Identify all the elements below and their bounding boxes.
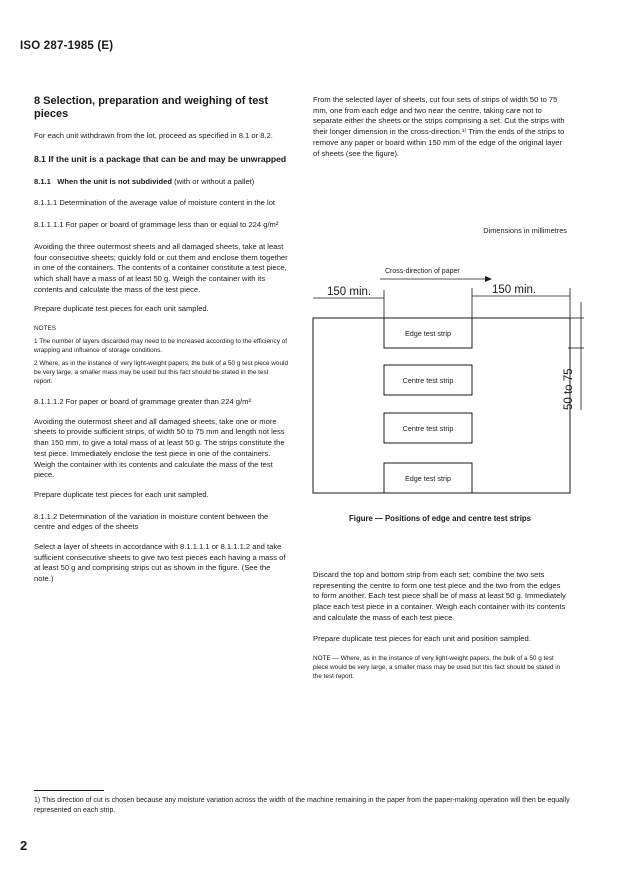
cross-direction-label: Cross-direction of paper [385, 268, 460, 275]
section-8-1-1-qualifier: (with or without a pallet) [174, 176, 255, 186]
section-8-1-1-1-2-heading: 8.1.1.1.2 For paper or board of grammage greater than 224 g/m² [34, 397, 251, 407]
paragraph-duplicate-1: Prepare duplicate test pieces for each unit sampled. [34, 304, 209, 314]
left-dimension-label: 150 min. [327, 286, 372, 298]
section-8-1-1-heading [34, 177, 288, 188]
paragraph-cut-strips: From the selected layer of sheets, cut four sets of strips of width 50 to 75 mm, one from each edge and two near the centre, taking care not to separate either the sheets or the strips comprising a set. Cut the strips with their longer dimension in the cross-direction.¹⁾ Trim the ends of the strips to remove any paper or board within 150 mm of the edge of the original layer of sheets (see the figure). [313, 95, 565, 158]
section-8-heading: 8 Selection, preparation and weighing of test pieces [34, 95, 269, 120]
paragraph-discard-strips: Discard the top and bottom strip from each set; combine the two sets representing the centre to form one test piece and the two from the edges to form another. Each test piece shall be of mass at least 50 g. Immediately place each test piece in a container. Weigh each container with its contents and calculate the mass of each test piece. [313, 570, 566, 622]
notes-label: NOTES [34, 325, 57, 333]
section-8-1-heading: 8.1 If the unit is a package that can be and may be unwrapped [34, 153, 287, 164]
section-8-1-1-1-1-heading: 8.1.1.1.1 For paper or board of grammage less than or equal to 224 g/m² [34, 220, 279, 230]
paragraph-select-layer: Select a layer of sheets in accordance with 8.1.1.1.1 or 8.1.1.1.2 and take sufficient consecutive sheets to give two test pieces each having a mass of at least 50 g and comprising strips cut as shown in the figure. (See the note.) [34, 542, 286, 584]
centre-strip-lower-label: Centre test strip [402, 424, 454, 433]
right-dimension-label: 150 min. [492, 284, 537, 296]
figure-caption: Figure — Positions of edge and centre test strips [349, 514, 531, 523]
note-1: 1 The number of layers discarded may need to be increased according to the efficiency of wrapping and influence of storage conditions. [34, 338, 288, 355]
section-8-1-1-title: When the unit is not subdivided [57, 176, 172, 186]
paragraph-heavy-grammage: Avoiding the outermost sheet and all damaged sheets, take one or more sheets to provide sufficient strips, of width 50 to 75 mm and length not less than 150 mm, to give a total mass of at least 50 g. The strips constitute the test piece. Immediately enclose the test piece in one of the containers. Weigh the container with its contents and calculate the mass of the test piece. [34, 416, 285, 480]
section-8-1-1-1-heading: 8.1.1.1 Determination of the average value of moisture content in the lot [34, 198, 276, 208]
note-2: 2 Where, as in the instance of very light-weight papers, the bulk of a 50 g test piece would be very large, a smaller mass may be used but this fact should be stated in the test report. [34, 360, 288, 386]
standard-code: ISO 287-1985 (E) [20, 40, 114, 52]
strip-positions-figure [300, 260, 590, 510]
right-column-top [313, 95, 567, 159]
left-column [34, 95, 288, 585]
cross-direction-arrowhead [485, 276, 492, 282]
page-number: 2 [20, 838, 28, 853]
paragraph-outermost-sheets: Avoiding the three outermost sheets and all damaged sheets, take at least four consecutive sheets; quickly fold or cut them and enclose them together in one of the containers. The contents of a container constitute a test piece, which shall have a mass of at least 50 g. Weigh the container with its contents and calculate the mass of the test piece. [34, 241, 288, 294]
edge-strip-top-label: Edge test strip [405, 329, 451, 338]
paragraph-duplicate-3: Prepare duplicate test pieces for each unit and position sampled. [313, 633, 531, 643]
centre-strip-upper-label: Centre test strip [402, 376, 454, 385]
section-8-intro: For each unit withdrawn from the lot, proceed as specified in 8.1 or 8.2. [34, 131, 273, 140]
side-dimension-label: 50 to 75 [563, 368, 575, 410]
footnote: 1) This direction of cut is chosen because any moisture variation across the width of the machine remaining in the paper from the paper-making operation will then be equally represented on each strip. [34, 797, 570, 814]
note-light-weight: NOTE — Where, as in the instance of very light-weight papers, the bulk of a 50 g test piece would be very large, a smaller mass may be used but this fact should be stated in the test report. [313, 655, 561, 681]
footnote-rule [34, 790, 104, 791]
edge-strip-bottom-label: Edge test strip [405, 474, 451, 483]
section-8-1-1-number: 8.1.1 [34, 176, 51, 186]
right-column-bottom [313, 570, 567, 681]
paragraph-duplicate-2: Prepare duplicate test pieces for each unit sampled. [34, 489, 209, 499]
section-8-1-1-2-heading: 8.1.1.2 Determination of the variation in moisture content between the centre and edges of the sheets [34, 511, 269, 532]
dimensions-note: Dimensions in millimetres [483, 226, 567, 235]
